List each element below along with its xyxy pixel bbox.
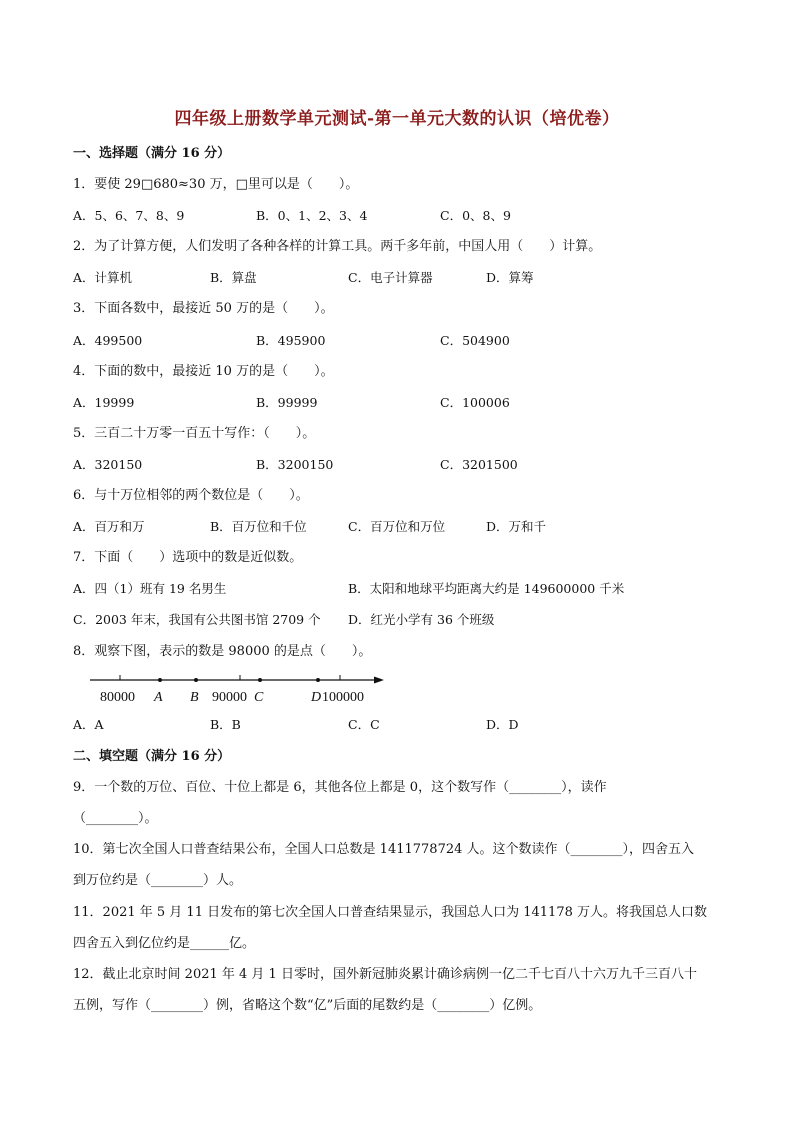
q8-option-a[interactable]: A．A: [73, 717, 104, 732]
q8-option-d[interactable]: D．D: [486, 717, 519, 732]
question-3: 3．下面各数中，最接近 50 万的是（ ）。: [73, 301, 334, 316]
q6-option-d[interactable]: D．万和千: [486, 519, 547, 534]
q7-option-c[interactable]: C．2003 年末，我国有公共图书馆 2709 个: [73, 612, 321, 627]
question-11-line-2: 四舍五入到亿位约是______亿。: [73, 936, 256, 951]
question-2: 2．为了计算方便，人们发明了各种各样的计算工具。两千多年前，中国人用（ ）计算。: [73, 239, 602, 254]
section-heading-choice: 一、选择题（满分 16 分）: [73, 146, 231, 161]
q3-option-c[interactable]: C．504900: [440, 333, 510, 348]
number-line-arrow: [374, 677, 384, 684]
q4-option-b[interactable]: B．99999: [256, 395, 318, 410]
point-label-d: D: [311, 690, 322, 705]
q4-option-c[interactable]: C．100006: [440, 395, 510, 410]
number-line-figure: [88, 672, 388, 708]
question-10-line-1: 10．第七次全国人口普查结果公布，全国人口总数是 1411778724 人。这个数读作（________），四舍五入: [73, 842, 695, 857]
q7-option-b[interactable]: B．太阳和地球平均距离大约是 149600000 千米: [348, 581, 625, 596]
q2-option-c[interactable]: C．电子计算器: [348, 270, 433, 285]
q6-option-a[interactable]: A．百万和万: [73, 519, 145, 534]
point-d-dot: [316, 678, 320, 682]
question-4: 4．下面的数中，最接近 10 万的是（ ）。: [73, 364, 334, 379]
q2-option-b[interactable]: B．算盘: [210, 270, 257, 285]
q3-option-a[interactable]: A．499500: [73, 333, 143, 348]
q1-option-b[interactable]: B．0、1、2、3、4: [256, 208, 368, 223]
q6-option-c[interactable]: C．百万位和万位: [348, 519, 446, 534]
question-1: 1．要使 29□680≈30 万，□里可以是（ ）。: [73, 177, 359, 192]
q5-option-b[interactable]: B．3200150: [256, 457, 334, 472]
question-9-line-1: 9．一个数的万位、百位、十位上都是 6，其他各位上都是 0，这个数写作（________），读作: [73, 780, 607, 795]
question-10-line-2: 到万位约是（________）人。: [73, 873, 243, 888]
q7-option-a[interactable]: A．四（1）班有 19 名男生: [73, 581, 227, 596]
tick-label-90000: 90000: [212, 690, 247, 705]
q6-option-b[interactable]: B．百万位和千位: [210, 519, 307, 534]
q5-option-a[interactable]: A．320150: [73, 457, 143, 472]
q7-option-d[interactable]: D．红光小学有 36 个班级: [348, 612, 495, 627]
question-9-line-2: （________）。: [73, 811, 158, 826]
q4-option-a[interactable]: A．19999: [73, 395, 135, 410]
question-8: 8．观察下图，表示的数是 98000 的是点（ ）。: [73, 644, 372, 659]
question-12-line-1: 12．截止北京时间 2021 年 4 月 1 日零时，国外新冠肺炎累计确诊病例一亿二千七百八十六万九千三百八十: [73, 967, 697, 982]
point-b-dot: [194, 678, 198, 682]
q5-option-c[interactable]: C．3201500: [440, 457, 518, 472]
q8-option-b[interactable]: B．B: [210, 717, 241, 732]
point-label-a: A: [154, 690, 163, 705]
point-c-dot: [258, 678, 262, 682]
question-7: 7．下面（ ）选项中的数是近似数。: [73, 550, 303, 565]
section-heading-fill: 二、填空题（满分 16 分）: [73, 749, 231, 764]
question-11-line-1: 11．2021 年 5 月 11 日发布的第七次全国人口普查结果显示，我国总人口为 141178 万人。将我国总人口数: [73, 905, 707, 920]
question-6: 6．与十万位相邻的两个数位是（ ）。: [73, 488, 309, 503]
point-a-dot: [158, 678, 162, 682]
question-5: 5．三百二十万零一百五十写作：（ ）。: [73, 426, 316, 441]
q1-option-c[interactable]: C．0、8、9: [440, 208, 511, 223]
q3-option-b[interactable]: B．495900: [256, 333, 326, 348]
q8-option-c[interactable]: C．C: [348, 717, 380, 732]
q1-option-a[interactable]: A．5、6、7、8、9: [73, 208, 185, 223]
question-12-line-2: 五例，写作（________）例，省略这个数“亿”后面的尾数约是（________）亿例。: [73, 998, 542, 1013]
tick-label-80000: 80000: [100, 690, 135, 705]
q2-option-d[interactable]: D．算筹: [486, 270, 534, 285]
q2-option-a[interactable]: A．计算机: [73, 270, 133, 285]
page-title: 四年级上册数学单元测试-第一单元大数的认识（培优卷）: [174, 109, 620, 129]
point-label-c: C: [254, 690, 264, 705]
tick-label-100000: 100000: [322, 690, 364, 705]
point-label-b: B: [190, 690, 199, 705]
